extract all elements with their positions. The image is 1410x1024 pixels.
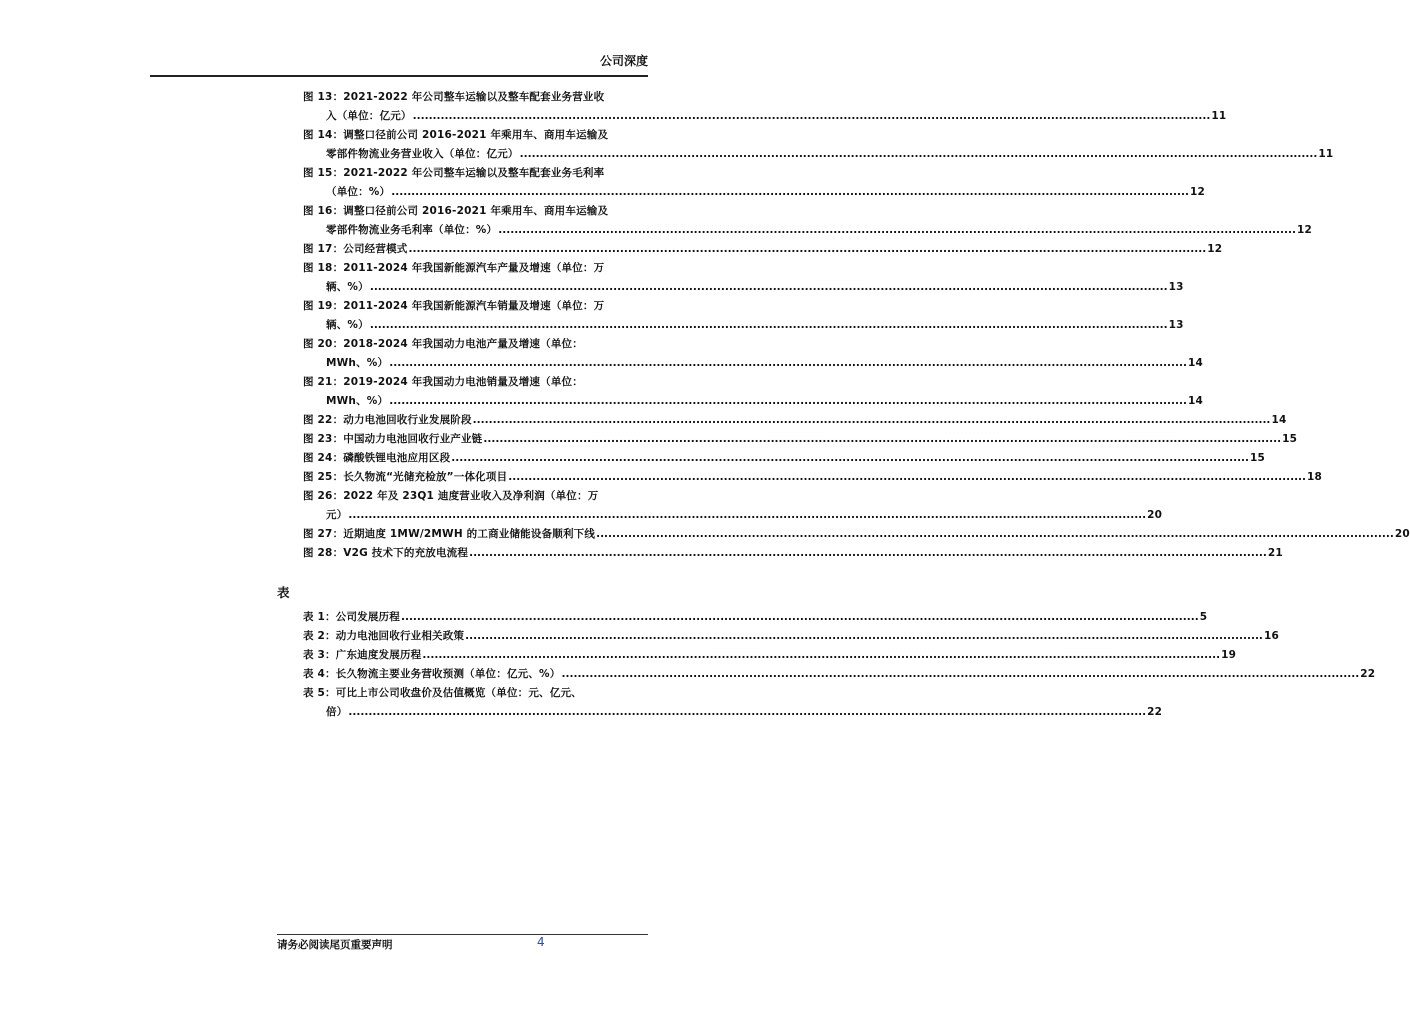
toc-entry-text: 图 18：2011-2024 年我国新能源汽车产量及增速（单位：万 — [303, 262, 605, 274]
toc-entry-text: 图 28：V2G 技术下的充放电流程 — [303, 547, 469, 559]
dot-leader: ........................................................................................................................................................................................................ — [519, 148, 1318, 160]
toc-entry-text: 辆、%） — [326, 281, 369, 293]
dot-leader: ........................................................................................................................................................................................................ — [508, 471, 1307, 483]
toc-entry-page: 20 — [1394, 528, 1410, 540]
dot-leader: ........................................................................................................................................................................................................ — [369, 281, 1168, 293]
toc-entry-page: 21 — [1267, 547, 1283, 559]
footer-page-number: 4 — [537, 935, 545, 949]
toc-entry-text: 零部件物流业务营业收入（单位：亿元） — [326, 148, 519, 160]
dot-leader: ........................................................................................................................................................................................................ — [389, 395, 1187, 407]
toc-entry-text: 图 27：近期迪度 1MW/2MWH 的工商业储能设备顺利下线 — [303, 528, 596, 540]
dot-leader: ........................................................................................................................................................................................................ — [412, 110, 1211, 122]
toc-entry-text: 图 14：调整口径前公司 2016-2021 年乘用车、商用车运输及 — [303, 129, 609, 141]
toc-entry-page: 11 — [1318, 148, 1334, 160]
toc-entry-page: 16 — [1263, 630, 1279, 642]
toc-entry-text: 图 19：2011-2024 年我国新能源汽车销量及增速（单位：万 — [303, 300, 605, 312]
dot-leader: ........................................................................................................................................................................................................ — [422, 649, 1221, 661]
dot-leader: ........................................................................................................................................................................................................ — [451, 452, 1250, 464]
toc-entry-text: 图 22：动力电池回收行业发展阶段 — [303, 414, 472, 426]
toc-entry-text: 辆、%） — [326, 319, 369, 331]
dot-leader: ........................................................................................................................................................................................................ — [389, 357, 1187, 369]
toc-entry-text: 图 13：2021-2022 年公司整车运输以及整车配套业务营业收 — [303, 91, 605, 103]
toc-entry-page: 20 — [1147, 509, 1163, 521]
toc-entry-page: 19 — [1221, 649, 1237, 661]
toc-entry-text: 倍） — [326, 706, 348, 718]
toc-entry-text: 元） — [326, 509, 348, 521]
toc-entry-page: 12 — [1297, 224, 1313, 236]
dot-leader: ........................................................................................................................................................................................................ — [472, 414, 1271, 426]
toc-entry-text: 入（单位：亿元） — [326, 110, 412, 122]
toc-entry-text: 表 4：长久物流主要业务营收预测（单位：亿元、%） — [303, 668, 561, 680]
dot-leader: ........................................................................................................................................................................................................ — [348, 706, 1147, 718]
toc-entry-page: 15 — [1250, 452, 1266, 464]
toc-entry-text: 图 26：2022 年及 23Q1 迪度营业收入及净利润（单位：万 — [303, 490, 599, 502]
toc-entry-text: 图 16：调整口径前公司 2016-2021 年乘用车、商用车运输及 — [303, 205, 609, 217]
toc-entry-page: 12 — [1207, 243, 1223, 255]
toc-entry-text: 图 24：磷酸铁锂电池应用区段 — [303, 452, 451, 464]
toc-entry-text: 图 21：2019-2024 年我国动力电池销量及增速（单位： — [303, 376, 583, 388]
dot-leader: ........................................................................................................................................................................................................ — [498, 224, 1296, 236]
toc-entry-text: 零部件物流业务毛利率（单位：%） — [326, 224, 498, 236]
toc-entry-text: 图 15：2021-2022 年公司整车运输以及整车配套业务毛利率 — [303, 167, 605, 179]
dot-leader: ........................................................................................................................................................................................................ — [465, 630, 1263, 642]
toc-entry-page: 5 — [1199, 611, 1208, 623]
tables-section-title: 表 — [277, 585, 290, 600]
dot-leader: ........................................................................................................................................................................................................ — [391, 186, 1189, 198]
toc-entry-text: MWh、%） — [326, 395, 389, 407]
toc-entry-text: 图 25：长久物流“光储充检放”一体化项目 — [303, 471, 508, 483]
dot-leader: ........................................................................................................................................................................................................ — [348, 509, 1147, 521]
toc-entry-page: 18 — [1307, 471, 1323, 483]
header-title: 公司深度 — [599, 54, 648, 68]
footer-disclaimer: 请务必阅读尾页重要声明 — [277, 939, 393, 951]
toc-entry-page: 13 — [1168, 319, 1184, 331]
toc-entry-page: 12 — [1190, 186, 1206, 198]
dot-leader: ........................................................................................................................................................................................................ — [483, 433, 1282, 445]
dot-leader: ........................................................................................................................................................................................................ — [596, 528, 1394, 540]
toc-entry-page: 14 — [1271, 414, 1287, 426]
toc-entry-text: 图 17：公司经营模式 — [303, 243, 408, 255]
dot-leader: ........................................................................................................................................................................................................ — [369, 319, 1168, 331]
toc-entry-text: 表 1：公司发展历程 — [303, 611, 400, 623]
toc-entry-text: 图 23：中国动力电池回收行业产业链 — [303, 433, 483, 445]
toc-entry-text: MWh、%） — [326, 357, 389, 369]
dot-leader: ........................................................................................................................................................................................................ — [408, 243, 1207, 255]
toc-entry-text: 表 3：广东迪度发展历程 — [303, 649, 422, 661]
footer-rule — [277, 934, 648, 935]
toc-entry-text: 图 20：2018-2024 年我国动力电池产量及增速（单位： — [303, 338, 583, 350]
toc-entry-page: 14 — [1188, 395, 1204, 407]
toc-entry-page: 14 — [1188, 357, 1204, 369]
toc-entry-text: （单位：%） — [326, 186, 391, 198]
header-rule — [150, 75, 648, 77]
toc-entry-text: 表 2：动力电池回收行业相关政策 — [303, 630, 465, 642]
dot-leader: ........................................................................................................................................................................................................ — [561, 668, 1360, 680]
toc-entry-page: 15 — [1282, 433, 1298, 445]
toc-entry-page: 22 — [1360, 668, 1376, 680]
dot-leader: ........................................................................................................................................................................................................ — [469, 547, 1267, 559]
toc-entry-text: 表 5：可比上市公司收盘价及估值概览（单位：元、亿元、 — [303, 687, 582, 699]
toc-entry-page: 11 — [1211, 110, 1227, 122]
toc-entry-page: 13 — [1168, 281, 1184, 293]
dot-leader: ........................................................................................................................................................................................................ — [400, 611, 1199, 623]
toc-entry-page: 22 — [1147, 706, 1163, 718]
